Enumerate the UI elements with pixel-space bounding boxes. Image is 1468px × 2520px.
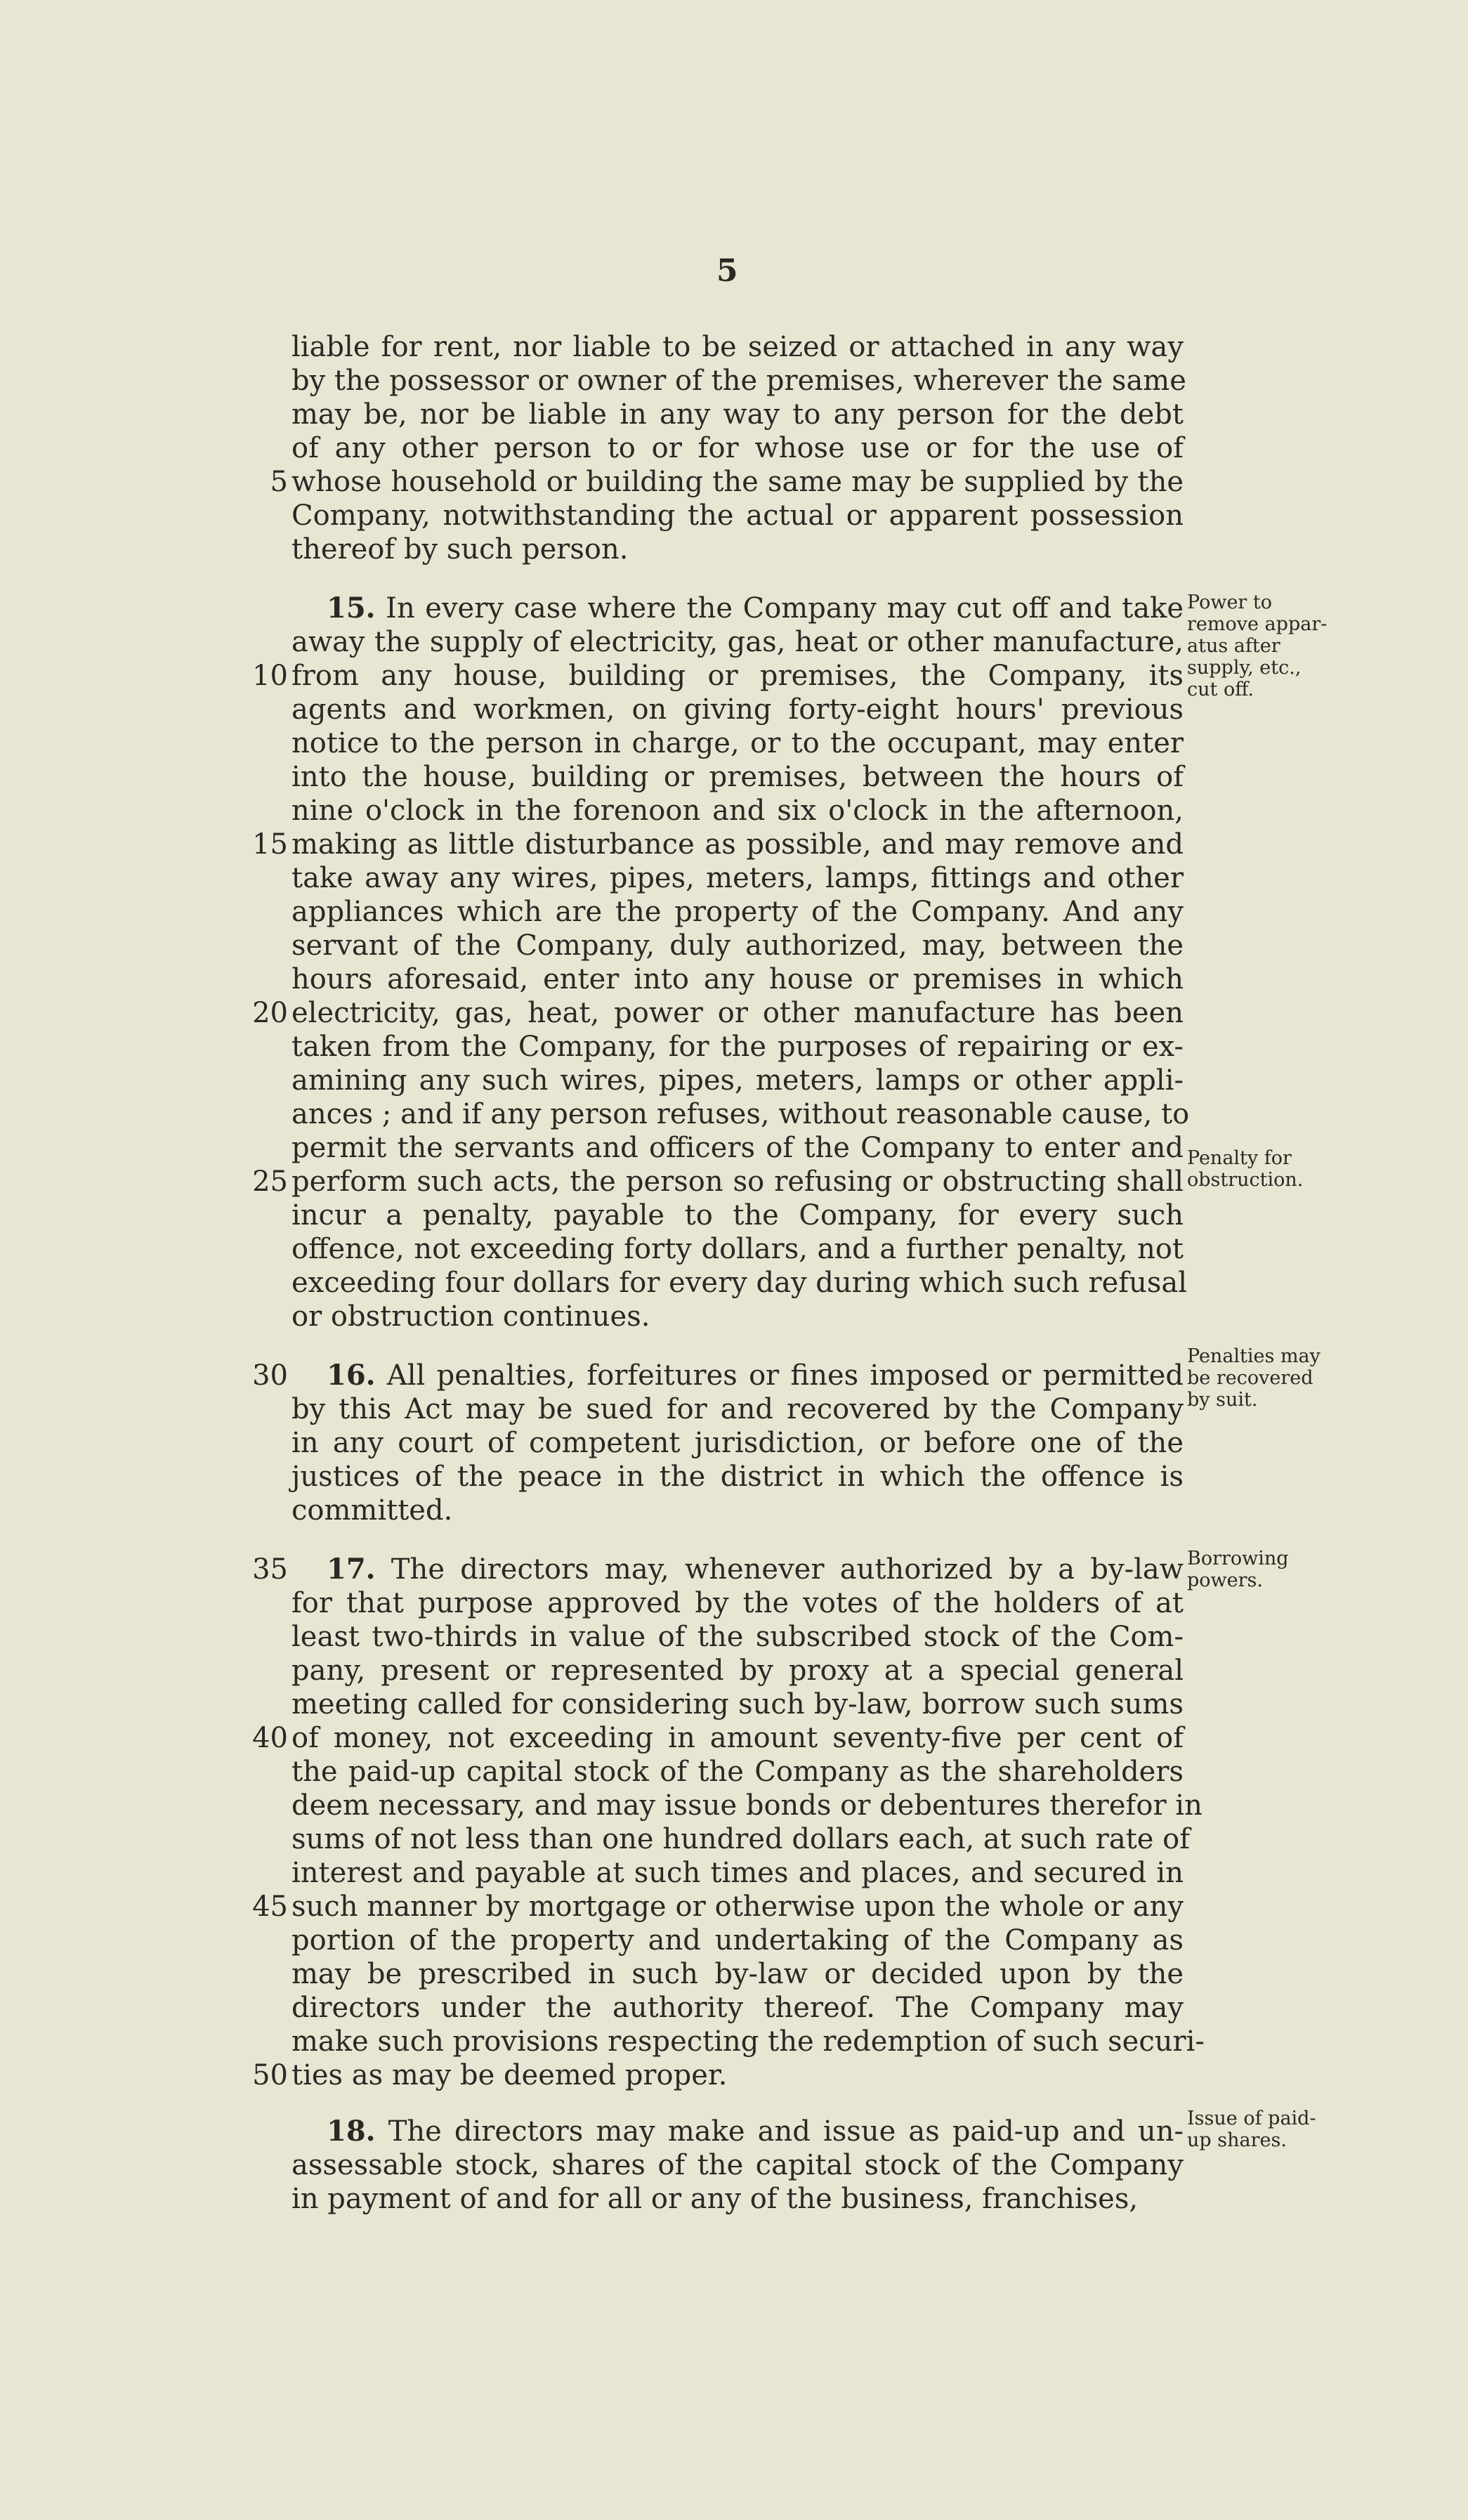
text-line (291, 693, 1184, 726)
marginal-note-line: be recovered (1187, 1367, 1313, 1389)
text-line (291, 499, 1184, 533)
marginal-note-line: Borrowing (1187, 1548, 1289, 1569)
line-text: offence, not exceeding forty dollars, and a further penalty, not (291, 1233, 1184, 1265)
text-line (291, 1494, 1184, 1527)
text-line (291, 1687, 1184, 1721)
line-number: 10 (252, 660, 288, 692)
line-text: in any court of competent jurisdiction, or before one of the (291, 1427, 1184, 1459)
line-number: 50 (252, 2059, 288, 2091)
section-number: 17. (327, 1553, 376, 1586)
line-text: make such provisions respecting the redemption of such securi- (291, 2025, 1205, 2058)
line-text: In every case where the Company may cut off and take (386, 592, 1184, 625)
line-text: notice to the person in charge, or to the occupant, may enter (291, 727, 1184, 759)
line-text: servant of the Company, duly authorized, may, between the (291, 929, 1184, 962)
text-line (291, 1856, 1184, 1890)
text-line (291, 760, 1184, 794)
text-line (291, 1359, 1184, 1392)
text-line (291, 929, 1184, 962)
text-line (291, 1620, 1184, 1654)
line-text: Company, notwithstanding the actual or apparent possession (291, 500, 1184, 532)
marginal-note-line: Power to (1187, 592, 1273, 613)
text-line (291, 1991, 1184, 2025)
line-number: 15 (252, 828, 288, 861)
text-line (291, 1131, 1184, 1165)
line-text: of any other person to or for whose use or for the use of (291, 432, 1184, 464)
text-line (291, 1553, 1184, 1586)
text-line (291, 2148, 1184, 2182)
line-text: The directors may, whenever authorized by a by-law (391, 1553, 1184, 1586)
line-text: exceeding four dollars for every day during which such refusal (291, 1267, 1188, 1299)
line-number: 35 (252, 1553, 288, 1586)
text-line (291, 2115, 1184, 2148)
section-number: 15. (327, 592, 376, 625)
line-text: portion of the property and undertaking of the Company as (291, 1924, 1184, 1957)
marginal-note-line: Penalty for (1187, 1147, 1292, 1169)
line-text: by this Act may be sued for and recovered by the Company (291, 1393, 1184, 1425)
text-line (291, 592, 1184, 625)
line-text: The directors may make and issue as paid-up and un- (388, 2115, 1184, 2148)
text-line (291, 533, 1184, 566)
text-line (291, 962, 1184, 996)
line-text: pany, present or represented by proxy at a special general (291, 1654, 1184, 1687)
line-text: for that purpose approved by the votes of the holders of at (291, 1587, 1184, 1619)
line-text: electricity, gas, heat, power or other manufacture has been (291, 997, 1184, 1029)
line-number: 45 (252, 1891, 288, 1923)
line-text: interest and payable at such times and places, and secured in (291, 1857, 1184, 1889)
text-line (291, 895, 1184, 929)
text-line (291, 1232, 1184, 1266)
line-text: All penalties, forfeitures or fines imposed or permitted (386, 1359, 1184, 1392)
line-text: may be prescribed in such by-law or decided upon by the (291, 1958, 1184, 1990)
line-text: justices of the peace in the district in which the offence is (291, 1461, 1184, 1493)
text-line (291, 2182, 1184, 2216)
line-text: incur a penalty, payable to the Company, for every such (291, 1199, 1184, 1232)
line-text: of money, not exceeding in amount seventy-five per cent of (291, 1722, 1184, 1754)
line-number: 5 (270, 466, 288, 498)
line-text: meeting called for considering such by-law, borrow such sums (291, 1688, 1184, 1721)
line-text: from any house, building or premises, the Company, its (291, 660, 1184, 692)
line-text: agents and workmen, on giving forty-eight hours' previous (291, 693, 1184, 726)
text-line (291, 1460, 1184, 1494)
text-line (291, 330, 1184, 364)
marginal-note-line: powers. (1187, 1569, 1263, 1591)
line-text: appliances which are the property of the Company. And any (291, 896, 1184, 928)
text-line (291, 465, 1184, 499)
line-text: into the house, building or premises, between the hours of (291, 761, 1184, 793)
line-number: 20 (252, 997, 288, 1029)
text-line (291, 1924, 1184, 1957)
text-line (291, 1586, 1184, 1620)
text-line (291, 861, 1184, 895)
text-line (291, 1300, 1184, 1333)
text-line (291, 1165, 1184, 1199)
text-line (291, 1199, 1184, 1232)
text-line (291, 1097, 1190, 1131)
text-line (291, 726, 1184, 760)
line-text: sums of not less than one hundred dollars each, at such rate of (291, 1823, 1191, 1855)
line-text: away the supply of electricity, gas, heat or other manufacture, (291, 626, 1184, 658)
text-line (291, 1789, 1202, 1822)
marginal-note (1187, 1345, 1356, 1411)
line-text: thereof by such person. (291, 533, 629, 566)
text-line (291, 996, 1184, 1030)
marginal-note-line: up shares. (1187, 2129, 1287, 2151)
line-text: hours aforesaid, enter into any house or premises in which (291, 963, 1184, 995)
marginal-note (1187, 592, 1356, 700)
text-line (291, 1392, 1184, 1426)
text-line (291, 398, 1184, 431)
line-text: take away any wires, pipes, meters, lamps, fittings and other (291, 862, 1184, 894)
line-text: amining any such wires, pipes, meters, lamps or other appli- (291, 1064, 1184, 1097)
line-number: 25 (252, 1166, 288, 1198)
text-line (291, 1654, 1184, 1687)
line-text: making as little disturbance as possible, and may remove and (291, 828, 1184, 861)
line-text: or obstruction continues. (291, 1300, 650, 1333)
line-text: permit the servants and officers of the Company to enter and (291, 1132, 1184, 1164)
marginal-note-line: atus after (1187, 635, 1280, 657)
marginal-note-line: Penalties may (1187, 1345, 1320, 1367)
text-line (291, 659, 1184, 693)
text-line (291, 364, 1184, 398)
line-text: least two-thirds in value of the subscribed stock of the Com- (291, 1621, 1184, 1653)
line-text: the paid-up capital stock of the Company as the shareholders (291, 1756, 1184, 1788)
text-line (291, 431, 1184, 465)
line-text: ances ; and if any person refuses, without reasonable cause, to (291, 1098, 1190, 1130)
marginal-note-line: cut off. (1187, 679, 1254, 700)
line-text: taken from the Company, for the purposes of repairing or ex- (291, 1031, 1184, 1063)
line-text: committed. (291, 1494, 453, 1527)
text-line (291, 625, 1184, 659)
line-text: deem necessary, and may issue bonds or debentures therefor in (291, 1789, 1202, 1822)
line-number: 40 (252, 1722, 288, 1754)
marginal-note-line: supply, etc., (1187, 657, 1302, 679)
line-text: such manner by mortgage or otherwise upon the whole or any (291, 1891, 1184, 1923)
line-text: whose household or building the same may be supplied by the (291, 466, 1184, 498)
line-text: assessable stock, shares of the capital stock of the Company (291, 2149, 1184, 2181)
line-text: ties as may be deemed proper. (291, 2059, 728, 2091)
line-text: perform such acts, the person so refusing or obstructing shall (291, 1166, 1184, 1198)
text-line (291, 1721, 1184, 1755)
text-line (291, 1755, 1184, 1789)
marginal-note-line: Issue of paid- (1187, 2108, 1316, 2129)
line-text: liable for rent, nor liable to be seized or attached in any way (291, 331, 1184, 363)
marginal-note-line: obstruction. (1187, 1169, 1304, 1191)
text-line (291, 1266, 1188, 1300)
text-line (291, 1064, 1184, 1097)
line-text: directors under the authority thereof. The Company may (291, 1992, 1184, 2024)
line-text: may be, nor be liable in any way to any person for the debt (291, 398, 1184, 431)
page-number: 5 (716, 253, 738, 289)
text-line (291, 2025, 1205, 2058)
marginal-note (1187, 2108, 1356, 2151)
marginal-note (1187, 1548, 1356, 1591)
marginal-note-line: by suit. (1187, 1389, 1258, 1411)
text-line (291, 1822, 1191, 1856)
text-line (291, 828, 1184, 861)
text-line (291, 2058, 1184, 2092)
text-line (291, 1030, 1184, 1064)
line-text: in payment of and for all or any of the business, franchises, (291, 2183, 1139, 2215)
marginal-note (1187, 1147, 1356, 1191)
text-line (291, 1426, 1184, 1460)
text-line (291, 1890, 1184, 1924)
text-line (291, 794, 1184, 828)
line-text: nine o'clock in the forenoon and six o'clock in the afternoon, (291, 795, 1184, 827)
section-number: 16. (327, 1359, 376, 1392)
line-text: by the possessor or owner of the premises, wherever the same (291, 365, 1186, 397)
section-number: 18. (327, 2115, 376, 2148)
text-line (291, 1957, 1184, 1991)
marginal-note-line: remove appar- (1187, 613, 1328, 635)
line-number: 30 (252, 1359, 288, 1392)
